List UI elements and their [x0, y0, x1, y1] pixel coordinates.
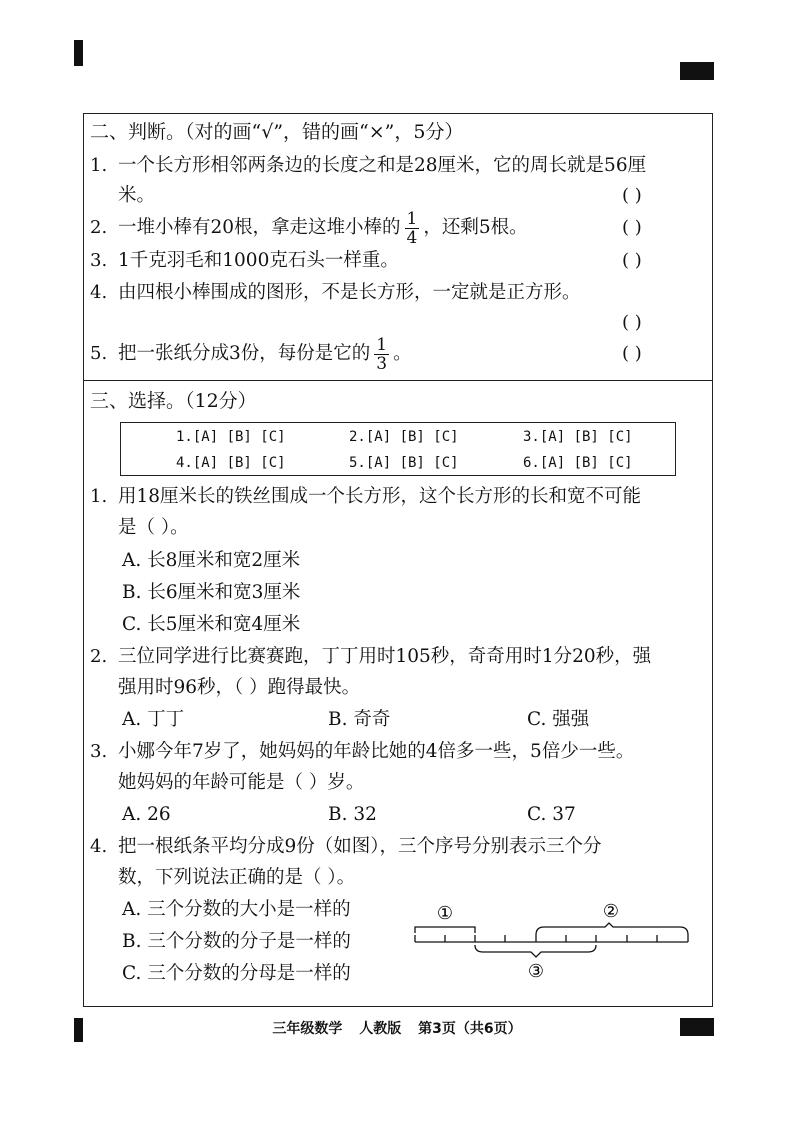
s2-q4-text: 由四根小棒围成的图形，不是长方形，一定就是正方形。	[118, 282, 581, 303]
section2-heading: 二、判断。（对的画“√”，错的画“×”，5分）	[90, 121, 464, 143]
s3-q1-option-c[interactable]: C. 长5厘米和宽4厘米	[122, 614, 301, 635]
s2-q3-answer-paren[interactable]: ( )	[622, 250, 642, 271]
s2-q2-text	[118, 208, 528, 248]
s3-q3-line2: 她妈妈的年龄可能是（ ）岁。	[118, 772, 365, 793]
s3-q2-line1: 三位同学进行比赛赛跑，丁丁用时105秒，奇奇用时1分20秒，强	[118, 646, 652, 667]
s2-q1-number: 1.	[90, 155, 108, 176]
footer-page: 第3页（共6页）	[418, 1021, 522, 1037]
s3-q2-line2: 强用时96秒，（ ）跑得最快。	[118, 677, 361, 698]
s2-q2-post: ，还剩5根。	[423, 217, 528, 238]
s2-q2-answer-paren[interactable]: ( )	[622, 217, 642, 238]
s3-q2-option-b[interactable]: B. 奇奇	[328, 709, 391, 730]
s2-q5-answer-paren[interactable]: ( )	[622, 343, 642, 364]
answer-choice-3[interactable]: 3.[A] [B] [C]	[523, 429, 633, 445]
s3-q3-option-b[interactable]: B. 32	[328, 804, 377, 825]
brace-2	[536, 923, 688, 935]
s3-q4-number: 4.	[90, 836, 108, 857]
s3-q3-option-a[interactable]: A. 26	[122, 804, 171, 825]
figure-label-1: ①	[436, 903, 454, 924]
section-divider	[83, 380, 713, 381]
s2-q1-line1: 一个长方形相邻两条边的长度之和是28厘米，它的周长就是56厘	[118, 155, 647, 176]
s2-q4-answer-paren[interactable]: ( )	[622, 312, 642, 333]
footer-edition: 人教版	[359, 1021, 402, 1037]
paper-strip-figure	[405, 895, 700, 990]
s3-q3-line1: 小娜今年7岁了，她妈妈的年龄比她的4倍多一些，5倍少一些。	[118, 741, 635, 762]
s3-q2-option-c[interactable]: C. 强强	[527, 709, 590, 730]
s3-q4-line1: 把一根纸条平均分成9份（如图），三个序号分别表示三个分	[118, 836, 602, 857]
s2-q5-pre: 把一张纸分成3份，每份是它的	[118, 343, 371, 364]
s2-q4-number: 4.	[90, 282, 108, 303]
s3-q1-line1: 用18厘米长的铁丝围成一个长方形，这个长方形的长和宽不可能	[118, 486, 642, 507]
s3-q4-option-b[interactable]: B. 三个分数的分子是一样的	[122, 931, 351, 952]
s3-q4-line2: 数，下列说法正确的是（ ）。	[118, 867, 356, 888]
s2-q3-number: 3.	[90, 250, 108, 271]
figure-label-3: ③	[527, 961, 545, 982]
s3-q4-option-a[interactable]: A. 三个分数的大小是一样的	[122, 899, 351, 920]
s2-q2-number: 2.	[90, 217, 108, 238]
s3-q1-option-b[interactable]: B. 长6厘米和宽3厘米	[122, 582, 301, 603]
s2-q1-answer-paren[interactable]: ( )	[622, 185, 642, 206]
brace-1	[415, 927, 475, 933]
fraction-one-quarter: $\frac{1}{4}$	[406, 208, 418, 248]
registration-mark-top-right	[680, 62, 714, 80]
s3-q3-number: 3.	[90, 741, 108, 762]
s3-q2-option-a[interactable]: A. 丁丁	[122, 709, 185, 730]
section3-heading: 三、选择。（12分）	[90, 390, 257, 412]
s2-q5-number: 5.	[90, 343, 108, 364]
registration-mark-top-left	[74, 40, 83, 66]
s2-q1-line2: 米。	[118, 185, 156, 206]
s3-q4-option-c[interactable]: C. 三个分数的分母是一样的	[122, 963, 351, 984]
s3-q1-number: 1.	[90, 486, 108, 507]
s2-q3-text: 1千克羽毛和1000克石头一样重。	[118, 250, 399, 271]
answer-choice-4[interactable]: 4.[A] [B] [C]	[176, 455, 286, 471]
s2-q5-text	[118, 334, 412, 374]
figure-label-2: ②	[602, 901, 620, 922]
answer-choice-2[interactable]: 2.[A] [B] [C]	[349, 429, 459, 445]
s2-q5-post: 。	[393, 343, 412, 364]
s3-q1-option-a[interactable]: A. 长8厘米和宽2厘米	[122, 550, 301, 571]
answer-sheet-box	[120, 422, 676, 476]
answer-choice-1[interactable]: 1.[A] [B] [C]	[176, 429, 286, 445]
s3-q3-option-c[interactable]: C. 37	[527, 804, 576, 825]
page-footer	[0, 1018, 794, 1038]
brace-3	[475, 945, 596, 957]
s3-q1-line2: 是（ ）。	[118, 517, 189, 538]
answer-choice-6[interactable]: 6.[A] [B] [C]	[523, 455, 633, 471]
answer-choice-5[interactable]: 5.[A] [B] [C]	[349, 455, 459, 471]
fraction-one-third: $\frac{1}{3}$	[376, 334, 388, 374]
s2-q2-pre: 一堆小棒有20根，拿走这堆小棒的	[118, 217, 401, 238]
footer-subject: 三年级数学	[272, 1021, 343, 1037]
s3-q2-number: 2.	[90, 646, 108, 667]
